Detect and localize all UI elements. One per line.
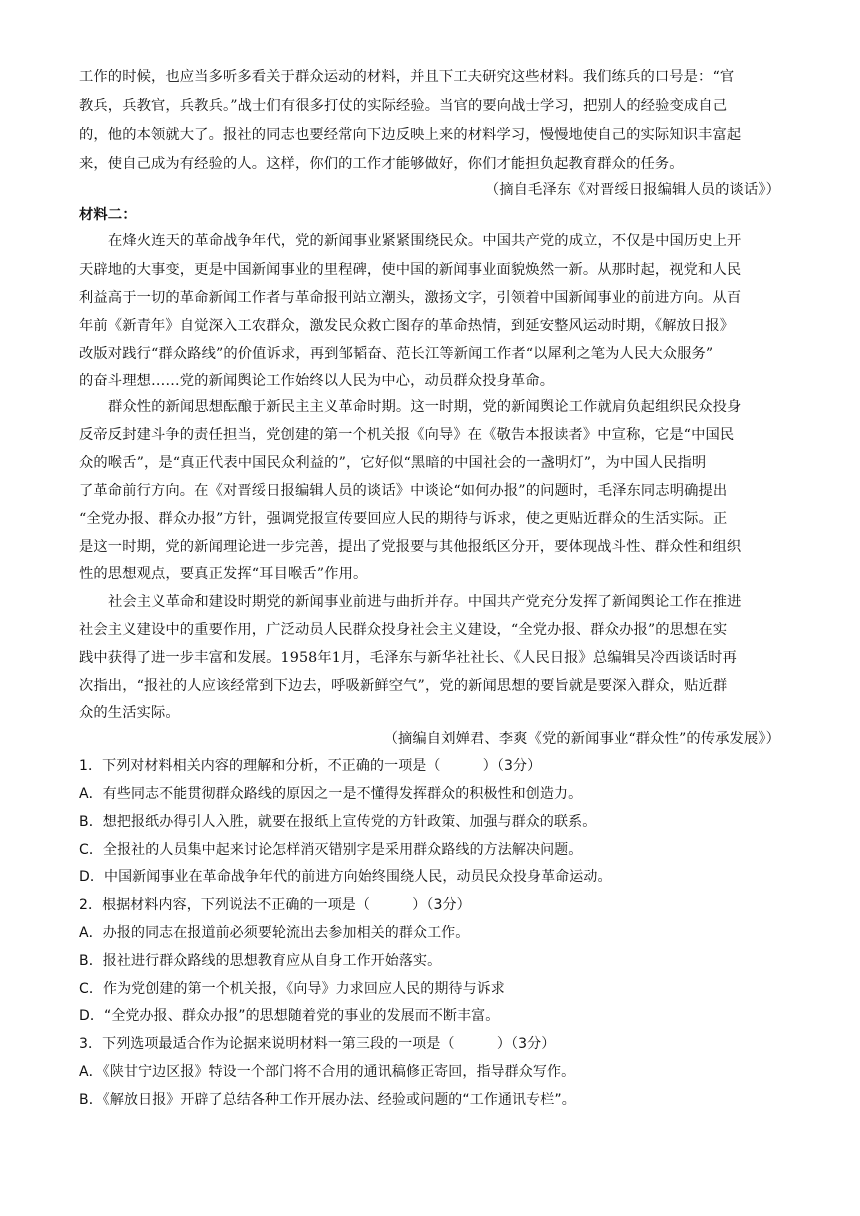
- text-line: 天辟地的大事变，更是中国新闻事业的里程碑，使中国的新闻事业面貌焕然一新。从那时起，视党和人民: [79, 262, 742, 278]
- question-stem: 3．下列选项最适合作为论据来说明材料一第三段的一项是（ ）（3分）: [79, 1036, 556, 1052]
- text-line: 的，他的本领就大了。报社的同志也要经常向下边反映上来的材料学习，慢慢地使自己的实际知识丰富起: [79, 127, 742, 143]
- section-title: 材料二：: [79, 207, 137, 223]
- question-stem: 2．根据材料内容，下列说法不正确的一项是（ ）（3分）: [79, 897, 471, 913]
- text-line: 利益高于一切的革命新闻工作者与革命报刊站立潮头，激扬文字，引领着中国新闻事业的前进方向。从百: [79, 290, 742, 306]
- text-line: 群众性的新闻思想酝酿于新民主主义革命时期。这一时期，党的新闻舆论工作就肩负起组织民众投身: [108, 399, 742, 415]
- question-option: A．有些同志不能贯彻群众路线的原因之一是不懂得发挥群众的积极性和创造力。: [79, 786, 583, 802]
- question-option: A．《陕甘宁边区报》特设一个部门将不合用的通讯稿修正寄回，指导群众写作。: [79, 1064, 576, 1080]
- text-line: 改版对践行“群众路线”的价值诉求，再到邹韬奋、范长江等新闻工作者“以犀利之笔为人民大众服务”: [79, 346, 714, 362]
- text-line: 性的思想观点，要真正发挥“耳目喉舌”作用。: [79, 566, 368, 582]
- question-option: D．中国新闻事业在革命战争年代的前进方向始终围绕人民，动员民众投身革命运动。: [79, 869, 612, 885]
- text-line: 社会主义革命和建设时期党的新闻事业前进与曲折并存。中国共产党充分发挥了新闻舆论工作在推进: [108, 594, 742, 610]
- question-option: B．报社进行群众路线的思想教育应从自身工作开始落实。: [79, 953, 442, 969]
- text-line: 的奋斗理想……党的新闻舆论工作始终以人民为中心，动员群众投身革命。: [79, 373, 555, 389]
- text-line: 教兵，兵教官，兵教兵。”战士们有很多打仗的实际经验。当官的要向战士学习，把别人的经验变成自己: [79, 98, 728, 114]
- text-line: 践中获得了进一步丰富和发展。1958年1月，毛泽东与新华社社长、《人民日报》总编辑吴冷西谈话时再: [79, 650, 737, 666]
- question-option: C．全报社的人员集中起来讨论怎样消灭错别字是采用群众路线的方法解决问题。: [79, 842, 583, 858]
- text-line: 是这一时期，党的新闻理论进一步完善，提出了党报要与其他报纸区分开，要体现战斗性、群众性和组织: [79, 539, 742, 555]
- text-line: 社会主义建设中的重要作用，广泛动员人民群众投身社会主义建设，“全党办报、群众办报”的思想在实: [79, 622, 728, 638]
- text-line: 了革命前行方向。在《对晋绥日报编辑人员的谈话》中谈论“如何办报”的问题时，毛泽东同志明确提出: [79, 483, 728, 499]
- source-citation: （摘编自刘婵君、李爽《党的新闻事业“群众性”的传承发展》）: [383, 731, 780, 747]
- text-line: 次指出，“报社的人应该经常到下边去，呼吸新鲜空气”，党的新闻思想的要旨就是要深入群众，贴近群: [79, 678, 728, 694]
- text-line: 来，使自己成为有经验的人。这样，你们的工作才能够做好，你们才能担负起教育群众的任务。: [79, 156, 684, 172]
- text-line: 工作的时候，也应当多听多看关于群众运动的材料，并且下工夫研究这些材料。我们练兵的口号是：“官: [79, 69, 735, 85]
- text-line: 反帝反封建斗争的责任担当，党创建的第一个机关报《向导》在《敬告本报读者》中宣称，它是“中国民: [79, 427, 735, 443]
- question-option: B．《解放日报》开辟了总结各种工作开展办法、经验或问题的“工作通讯专栏”。: [79, 1092, 576, 1108]
- question-option: B．想把报纸办得引人入胜，就要在报纸上宣传党的方针政策、加强与群众的联系。: [79, 814, 597, 830]
- source-citation: （摘自毛泽东《对晋绥日报编辑人员的谈话》）: [484, 182, 780, 198]
- text-line: “全党办报、群众办报”方针，强调党报宣传要回应人民的期待与诉求，使之更贴近群众的生活实际。正: [79, 511, 728, 527]
- question-option: A．办报的同志在报道前必须要轮流出去参加相关的群众工作。: [79, 925, 470, 941]
- question-option: D．“全党办报、群众办报”的思想随着党的事业的发展而不断丰富。: [79, 1008, 500, 1024]
- text-line: 众的喉舌”，是“真正代表中国民众利益的”，它好似“黑暗的中国社会的一盏明灯”，为中国人民指明: [79, 455, 707, 471]
- text-line: 年前《新青年》自觉深入工农群众，激发民众救亡图存的革命热情，到延安整风运动时期，《解放日报》: [79, 318, 735, 334]
- text-line: 在烽火连天的革命战争年代，党的新闻事业紧紧围绕民众。中国共产党的成立，不仅是中国历史上开: [108, 233, 742, 249]
- text-line: 众的生活实际。: [79, 705, 180, 721]
- question-stem: 1．下列对材料相关内容的理解和分析，不正确的一项是（ ）（3分）: [79, 758, 542, 774]
- question-option: C．作为党创建的第一个机关报，《向导》力求回应人民的期待与诉求: [79, 981, 505, 997]
